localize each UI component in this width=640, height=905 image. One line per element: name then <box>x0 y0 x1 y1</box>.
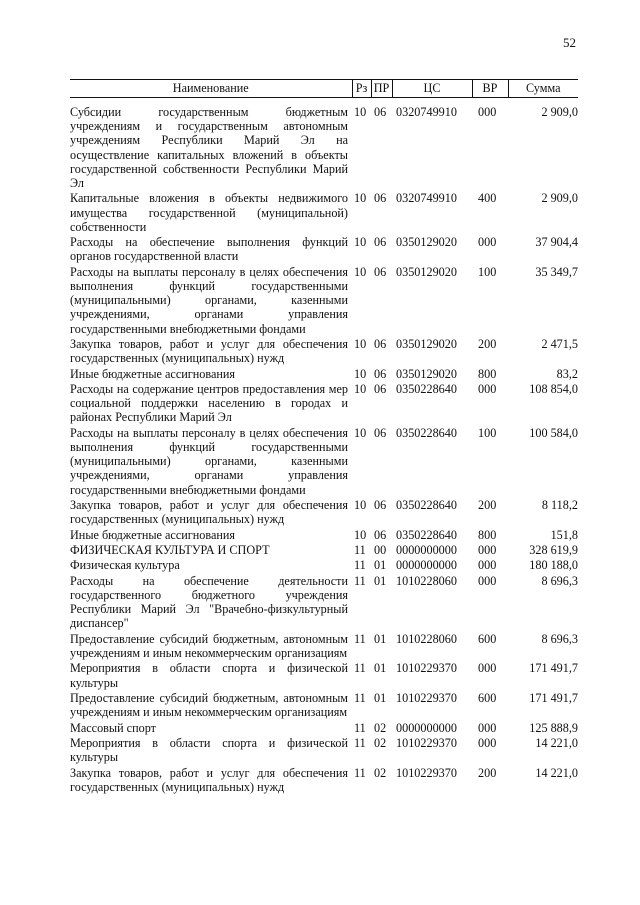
table-row <box>70 691 578 721</box>
header-sum: Сумма <box>508 80 578 98</box>
cell-sum: 37 904,4 <box>535 235 578 250</box>
cell-vr: 800 <box>478 527 497 542</box>
header-rz: Рз <box>352 80 371 98</box>
table-row <box>70 235 578 265</box>
cell-pr: 06 <box>374 381 387 396</box>
cell-rz: 10 <box>354 527 367 542</box>
cell-name: Мероприятия в области спорта и физической культуры <box>70 735 348 765</box>
cell-cs: 0350228640 <box>396 497 457 512</box>
cell-pr: 02 <box>374 735 387 750</box>
page-number: 52 <box>563 35 576 50</box>
cell-rz: 10 <box>354 191 367 206</box>
cell-sum: 14 221,0 <box>535 735 578 750</box>
table-row <box>70 528 578 543</box>
table-row <box>70 736 578 766</box>
cell-cs: 1010229370 <box>396 690 457 705</box>
cell-pr: 06 <box>374 425 387 440</box>
cell-vr: 100 <box>478 425 497 440</box>
cell-name: Мероприятия в области спорта и физической культуры <box>70 661 348 690</box>
cell-name: Субсидии государственным бюджетным учреждениям и государственным автономным учреждениям Республики Марий Эл на осуществление капитальных вложений в объекты государственной собственности Республики Марий Эл <box>70 105 348 191</box>
cell-sum: 328 619,9 <box>529 542 578 557</box>
cell-cs: 0350228640 <box>396 425 457 440</box>
cell-rz: 10 <box>354 497 367 512</box>
cell-sum: 2 471,5 <box>541 337 578 351</box>
cell-sum: 8 696,3 <box>541 573 578 588</box>
cell-pr: 00 <box>374 542 387 557</box>
cell-sum: 2 909,0 <box>541 191 578 206</box>
cell-name: Расходы на содержание центров предоставления мер социальной поддержки населению в городах и районах Республики Марий Эл <box>70 381 348 425</box>
header-cs: ЦС <box>392 80 472 98</box>
cell-cs: 0000000000 <box>396 720 457 735</box>
cell-rz: 11 <box>354 690 366 705</box>
cell-sum: 125 888,9 <box>529 720 578 735</box>
cell-sum: 171 491,7 <box>529 661 578 676</box>
cell-sum: 35 349,7 <box>535 264 578 279</box>
cell-pr: 01 <box>374 631 387 646</box>
cell-vr: 600 <box>478 690 497 705</box>
cell-sum: 8 118,2 <box>541 497 578 512</box>
cell-rz: 11 <box>354 735 366 750</box>
cell-sum: 14 221,0 <box>535 765 578 780</box>
cell-vr: 000 <box>478 735 497 750</box>
cell-rz: 11 <box>354 720 366 735</box>
cell-vr: 000 <box>478 235 497 250</box>
header-pr: ПР <box>371 80 392 98</box>
table-row <box>70 382 578 426</box>
cell-pr: 01 <box>374 573 387 588</box>
cell-cs: 1010229370 <box>396 735 457 750</box>
table-header <box>70 80 578 106</box>
cell-pr: 06 <box>374 235 387 250</box>
cell-cs: 0350129020 <box>396 264 457 279</box>
cell-cs: 0350129020 <box>396 366 457 381</box>
cell-rz: 10 <box>354 105 367 119</box>
cell-sum: 171 491,7 <box>529 690 578 705</box>
cell-name: Физическая культура <box>70 558 180 573</box>
cell-pr: 06 <box>374 366 387 381</box>
cell-rz: 11 <box>354 765 366 780</box>
table-row <box>70 337 578 367</box>
table-row <box>70 498 578 528</box>
cell-sum: 2 909,0 <box>541 105 578 119</box>
table-row <box>70 632 578 662</box>
cell-rz: 11 <box>354 558 366 573</box>
cell-name: Предоставление субсидий бюджетным, автономным учреждениям и иным некоммерческим организациям <box>70 690 348 720</box>
cell-cs: 1010228060 <box>396 631 457 646</box>
cell-cs: 0000000000 <box>396 542 457 557</box>
cell-cs: 1010229370 <box>396 661 457 676</box>
budget-table <box>70 79 578 795</box>
cell-name: Закупка товаров, работ и услуг для обеспечения государственных (муниципальных) нужд <box>70 765 348 794</box>
cell-pr: 01 <box>374 690 387 705</box>
cell-vr: 800 <box>478 366 497 381</box>
cell-name: Иные бюджетные ассигнования <box>70 366 236 381</box>
cell-vr: 000 <box>478 381 497 396</box>
cell-rz: 11 <box>354 573 366 588</box>
cell-rz: 11 <box>354 631 366 646</box>
cell-sum: 151,8 <box>550 527 578 542</box>
table-row <box>70 574 578 632</box>
cell-vr: 000 <box>478 573 497 588</box>
cell-pr: 06 <box>374 105 387 119</box>
cell-vr: 100 <box>478 264 497 279</box>
table-row <box>70 721 578 736</box>
cell-vr: 000 <box>478 105 497 119</box>
cell-cs: 0350228640 <box>396 381 457 396</box>
cell-sum: 108 854,0 <box>529 381 578 396</box>
cell-rz: 10 <box>354 235 367 250</box>
cell-vr: 000 <box>478 542 497 557</box>
cell-pr: 02 <box>374 720 387 735</box>
cell-cs: 0350228640 <box>396 527 457 542</box>
table-body <box>70 105 578 795</box>
cell-cs: 1010229370 <box>396 765 457 780</box>
cell-rz: 10 <box>354 337 367 351</box>
cell-name: Предоставление субсидий бюджетным, автономным учреждениям и иным некоммерческим организациям <box>70 631 348 660</box>
table-row <box>70 105 578 191</box>
table-row <box>70 661 578 691</box>
table-row <box>70 766 578 796</box>
table-row <box>70 265 578 337</box>
table-row <box>70 367 578 382</box>
cell-vr: 200 <box>478 765 497 780</box>
cell-rz: 10 <box>354 366 367 381</box>
cell-pr: 06 <box>374 527 387 542</box>
cell-pr: 06 <box>374 337 387 351</box>
cell-rz: 10 <box>354 381 367 396</box>
cell-vr: 000 <box>478 720 497 735</box>
cell-cs: 0320749910 <box>396 105 457 119</box>
header-vr: ВР <box>472 80 508 98</box>
cell-name: ФИЗИЧЕСКАЯ КУЛЬТУРА И СПОРТ <box>70 542 270 557</box>
cell-vr: 200 <box>478 337 497 351</box>
cell-sum: 100 584,0 <box>529 425 578 440</box>
table-row <box>70 426 578 498</box>
cell-sum: 83,2 <box>556 366 578 381</box>
cell-pr: 01 <box>374 558 387 573</box>
cell-name: Расходы на обеспечение выполнения функций органов государственной власти <box>70 235 348 264</box>
cell-vr: 200 <box>478 497 497 512</box>
cell-cs: 0000000000 <box>396 558 457 573</box>
cell-rz: 10 <box>354 264 367 279</box>
cell-cs: 0350129020 <box>396 235 457 250</box>
cell-vr: 000 <box>478 661 497 676</box>
cell-cs: 0320749910 <box>396 191 457 206</box>
cell-rz: 10 <box>354 425 367 440</box>
cell-rz: 11 <box>354 661 366 676</box>
cell-vr: 000 <box>478 558 497 573</box>
cell-rz: 11 <box>354 542 366 557</box>
cell-name: Расходы на обеспечение деятельности государственного бюджетного учреждения Республики Марий Эл "Врачебно-физкультурный диспансер" <box>70 573 348 631</box>
cell-vr: 600 <box>478 631 497 646</box>
cell-sum: 8 696,3 <box>541 631 578 646</box>
cell-name: Капитальные вложения в объекты недвижимого имущества государственной (муниципальной) собственности <box>70 191 348 234</box>
cell-cs: 1010228060 <box>396 573 457 588</box>
cell-pr: 06 <box>374 497 387 512</box>
cell-name: Расходы на выплаты персоналу в целях обеспечения выполнения функций государственными (муниципальными) органами, казенными учреждениями, органами управления государственными внебюджетными фондами <box>70 425 348 497</box>
cell-cs: 0350129020 <box>396 337 457 351</box>
cell-name: Расходы на выплаты персоналу в целях обеспечения выполнения функций государственными (муниципальными) органами, казенными учреждениями, органами управления государственными внебюджетными фондами <box>70 264 348 336</box>
cell-pr: 06 <box>374 191 387 206</box>
cell-sum: 180 188,0 <box>529 558 578 573</box>
cell-vr: 400 <box>478 191 497 206</box>
table-row <box>70 191 578 235</box>
cell-pr: 06 <box>374 264 387 279</box>
table-row <box>70 558 578 573</box>
cell-name: Иные бюджетные ассигнования <box>70 527 236 542</box>
header-name: Наименование <box>70 80 352 98</box>
cell-name: Закупка товаров, работ и услуг для обеспечения государственных (муниципальных) нужд <box>70 497 348 527</box>
cell-pr: 02 <box>374 765 387 780</box>
cell-name: Массовый спорт <box>70 720 156 735</box>
cell-pr: 01 <box>374 661 387 676</box>
cell-name: Закупка товаров, работ и услуг для обеспечения государственных (муниципальных) нужд <box>70 337 348 366</box>
table-row <box>70 543 578 558</box>
